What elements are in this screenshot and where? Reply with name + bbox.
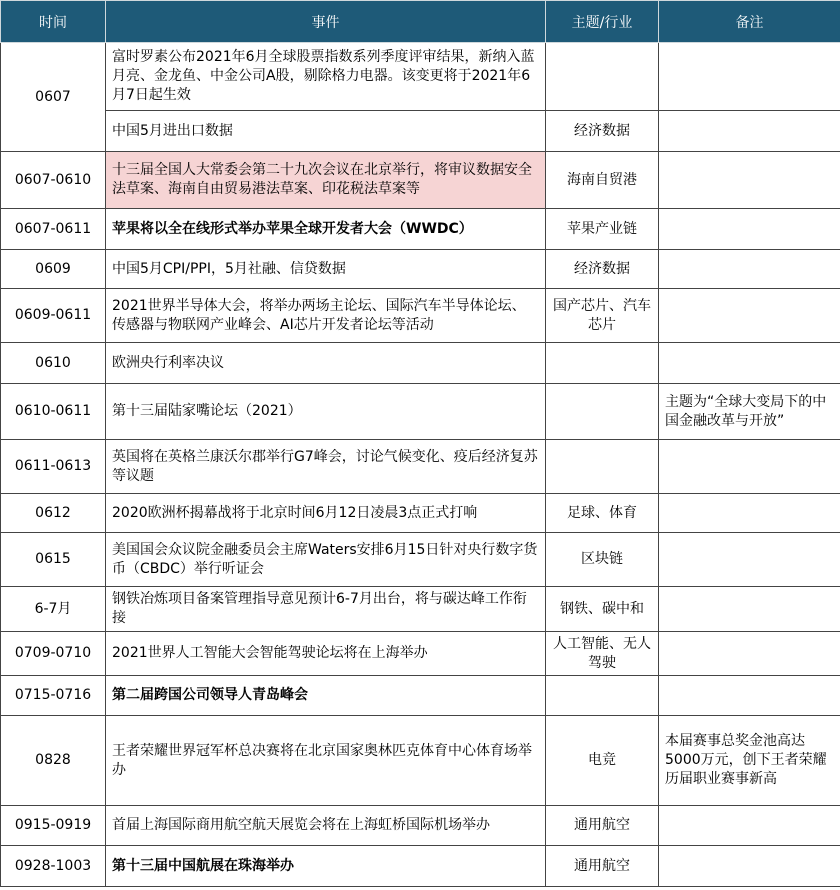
topic-cell xyxy=(546,343,659,384)
time-cell: 0928-1003 xyxy=(1,846,106,887)
time-cell: 0609-0611 xyxy=(1,289,106,343)
note-cell xyxy=(659,289,840,343)
table-row xyxy=(1,289,840,343)
topic-cell: 通用航空 xyxy=(546,806,659,846)
event-cell: 中国5月进出口数据 xyxy=(106,111,546,152)
header-time: 时间 xyxy=(1,1,106,43)
table-row xyxy=(1,43,840,111)
time-cell: 0607-0610 xyxy=(1,152,106,209)
table-row xyxy=(1,250,840,289)
header-topic: 主题/行业 xyxy=(546,1,659,43)
note-cell xyxy=(659,43,840,111)
note-cell xyxy=(659,343,840,384)
table-row xyxy=(1,587,840,632)
event-cell: 英国将在英格兰康沃尔郡举行G7峰会，讨论气候变化、疫后经济复苏等议题 xyxy=(106,440,546,494)
topic-cell: 海南自贸港 xyxy=(546,152,659,209)
event-cell: 2020欧洲杯揭幕战将于北京时间6月12日凌晨3点正式打响 xyxy=(106,494,546,533)
topic-cell: 经济数据 xyxy=(546,111,659,152)
time-cell: 0612 xyxy=(1,494,106,533)
topic-cell: 经济数据 xyxy=(546,250,659,289)
topic-cell xyxy=(546,43,659,111)
event-cell: 美国国会众议院金融委员会主席Waters安排6月15日针对央行数字货币（CBDC）举行听证会 xyxy=(106,533,546,587)
event-cell: 钢铁冶炼项目备案管理指导意见预计6-7月出台，将与碳达峰工作衔接 xyxy=(106,587,546,632)
table-row xyxy=(1,440,840,494)
header-row xyxy=(1,1,840,43)
table-row xyxy=(1,846,840,887)
table-row xyxy=(1,152,840,209)
table-row xyxy=(1,716,840,806)
time-cell: 0607 xyxy=(1,43,106,152)
time-cell: 0610 xyxy=(1,343,106,384)
note-cell xyxy=(659,587,840,632)
topic-cell: 通用航空 xyxy=(546,846,659,887)
topic-cell: 国产芯片、汽车芯片 xyxy=(546,289,659,343)
table-row xyxy=(1,494,840,533)
topic-cell: 电竞 xyxy=(546,716,659,806)
event-cell: 第二届跨国公司领导人青岛峰会 xyxy=(106,676,546,716)
table-row xyxy=(1,384,840,440)
note-cell xyxy=(659,494,840,533)
topic-cell: 足球、体育 xyxy=(546,494,659,533)
time-cell: 0715-0716 xyxy=(1,676,106,716)
event-cell: 王者荣耀世界冠军杯总决赛将在北京国家奥林匹克体育中心体育场举办 xyxy=(106,716,546,806)
table-row xyxy=(1,632,840,676)
time-cell: 0610-0611 xyxy=(1,384,106,440)
table-row xyxy=(1,209,840,250)
note-cell: 本届赛事总奖金池高达5000万元，创下王者荣耀历届职业赛事新高 xyxy=(659,716,840,806)
topic-cell: 苹果产业链 xyxy=(546,209,659,250)
topic-cell: 区块链 xyxy=(546,533,659,587)
event-cell: 2021世界人工智能大会智能驾驶论坛将在上海举办 xyxy=(106,632,546,676)
topic-cell: 钢铁、碳中和 xyxy=(546,587,659,632)
table-row xyxy=(1,111,840,152)
event-cell: 欧洲央行利率决议 xyxy=(106,343,546,384)
event-cell: 苹果将以全在线形式举办苹果全球开发者大会（WWDC） xyxy=(106,209,546,250)
note-cell xyxy=(659,533,840,587)
note-cell xyxy=(659,676,840,716)
time-cell: 0915-0919 xyxy=(1,806,106,846)
event-cell: 2021世界半导体大会，将举办两场主论坛、国际汽车半导体论坛、传感器与物联网产业峰会、AI芯片开发者论坛等活动 xyxy=(106,289,546,343)
header-note: 备注 xyxy=(659,1,840,43)
table-row xyxy=(1,676,840,716)
event-cell: 中国5月CPI/PPI，5月社融、信贷数据 xyxy=(106,250,546,289)
note-cell xyxy=(659,250,840,289)
time-cell: 0607-0611 xyxy=(1,209,106,250)
note-cell xyxy=(659,806,840,846)
time-cell: 0828 xyxy=(1,716,106,806)
time-cell: 6-7月 xyxy=(1,587,106,632)
note-cell xyxy=(659,632,840,676)
event-cell: 十三届全国人大常委会第二十九次会议在北京举行，将审议数据安全法草案、海南自由贸易港法草案、印花税法草案等 xyxy=(106,152,546,209)
time-cell: 0615 xyxy=(1,533,106,587)
event-cell: 富时罗素公布2021年6月全球股票指数系列季度评审结果，新纳入蓝月亮、金龙鱼、中金公司A股，剔除格力电器。该变更将于2021年6月7日起生效 xyxy=(106,43,546,111)
note-cell xyxy=(659,440,840,494)
note-cell xyxy=(659,111,840,152)
header-event: 事件 xyxy=(106,1,546,43)
table-row xyxy=(1,343,840,384)
event-cell: 首届上海国际商用航空航天展览会将在上海虹桥国际机场举办 xyxy=(106,806,546,846)
note-cell xyxy=(659,846,840,887)
time-cell: 0611-0613 xyxy=(1,440,106,494)
note-cell xyxy=(659,209,840,250)
event-cell: 第十三届中国航展在珠海举办 xyxy=(106,846,546,887)
time-cell: 0609 xyxy=(1,250,106,289)
topic-cell xyxy=(546,440,659,494)
event-cell: 第十三届陆家嘴论坛（2021） xyxy=(106,384,546,440)
topic-cell xyxy=(546,676,659,716)
table-row xyxy=(1,533,840,587)
topic-cell xyxy=(546,384,659,440)
note-cell xyxy=(659,152,840,209)
topic-cell: 人工智能、无人驾驶 xyxy=(546,632,659,676)
time-cell: 0709-0710 xyxy=(1,632,106,676)
note-cell: 主题为“全球大变局下的中国金融改革与开放” xyxy=(659,384,840,440)
table-row xyxy=(1,806,840,846)
